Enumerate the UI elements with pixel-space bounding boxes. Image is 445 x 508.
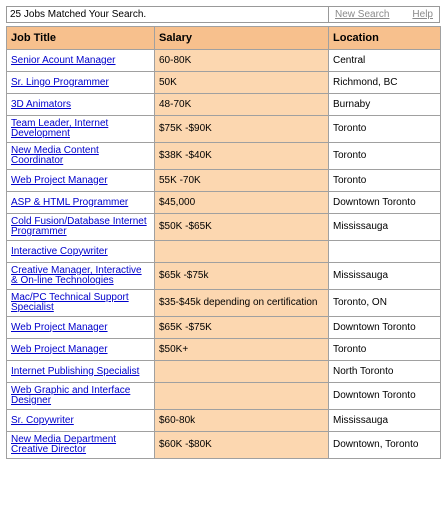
job-title-link[interactable]: Web Project Manager [11, 343, 108, 355]
table-row [7, 170, 441, 192]
jobs-table-body [7, 50, 441, 459]
job-title-link[interactable]: Web Graphic and Interface Designer [11, 385, 131, 406]
location-cell: Toronto [329, 170, 441, 192]
salary-cell: 50K [155, 72, 329, 94]
column-header-location: Location [329, 27, 441, 50]
location-cell: Toronto, ON [329, 290, 441, 317]
table-row [7, 361, 441, 383]
location-cell: Downtown, Toronto [329, 432, 441, 459]
job-title-link[interactable]: Sr. Copywriter [11, 414, 74, 426]
new-search-link[interactable]: New Search [335, 9, 390, 20]
table-row [7, 290, 441, 317]
table-row [7, 383, 441, 410]
job-title-cell [7, 50, 155, 72]
column-header-job-title: Job Title [7, 27, 155, 50]
table-row [7, 241, 441, 263]
salary-cell: $60-80k [155, 410, 329, 432]
location-cell: Mississauga [329, 410, 441, 432]
salary-cell: $65k -$75k [155, 263, 329, 290]
salary-cell: 48-70K [155, 94, 329, 116]
location-cell: Richmond, BC [329, 72, 441, 94]
job-title-link[interactable]: New Media Department Creative Director [11, 434, 117, 455]
job-title-cell [7, 432, 155, 459]
table-row [7, 50, 441, 72]
location-cell: Downtown Toronto [329, 317, 441, 339]
location-cell: Downtown Toronto [329, 383, 441, 410]
salary-cell: $65K -$75K [155, 317, 329, 339]
location-cell: Central [329, 50, 441, 72]
salary-cell: $45,000 [155, 192, 329, 214]
location-cell: Burnaby [329, 94, 441, 116]
job-title-cell [7, 143, 155, 170]
job-title-cell [7, 72, 155, 94]
job-title-cell [7, 317, 155, 339]
salary-cell: $35-$45k depending on certification [155, 290, 329, 317]
job-title-link[interactable]: Mac/PC Technical Support Specialist [11, 292, 129, 313]
location-cell: Toronto [329, 143, 441, 170]
table-row [7, 432, 441, 459]
salary-cell: 60-80K [155, 50, 329, 72]
help-link[interactable]: Help [412, 9, 433, 20]
salary-cell: $60K -$80K [155, 432, 329, 459]
table-row [7, 339, 441, 361]
job-title-cell [7, 410, 155, 432]
job-title-link[interactable]: Web Project Manager [11, 321, 108, 333]
job-title-link[interactable]: Interactive Copywriter [11, 245, 108, 257]
table-row [7, 192, 441, 214]
salary-cell [155, 361, 329, 383]
results-header [6, 6, 440, 23]
job-title-link[interactable]: ASP & HTML Programmer [11, 196, 129, 208]
job-title-cell [7, 339, 155, 361]
table-row [7, 263, 441, 290]
location-cell: North Toronto [329, 361, 441, 383]
table-row [7, 72, 441, 94]
job-title-cell [7, 94, 155, 116]
location-cell [329, 241, 441, 263]
job-title-link[interactable]: Internet Publishing Specialist [11, 365, 140, 377]
job-title-link[interactable]: Senior Acount Manager [11, 54, 116, 66]
location-cell: Toronto [329, 339, 441, 361]
job-title-link[interactable]: Team Leader, Internet Development [11, 118, 109, 139]
table-row [7, 94, 441, 116]
job-title-cell [7, 116, 155, 143]
table-row [7, 143, 441, 170]
location-cell: Mississauga [329, 263, 441, 290]
jobs-table [6, 26, 441, 459]
table-row [7, 214, 441, 241]
salary-cell [155, 241, 329, 263]
salary-cell: $75K -$90K [155, 116, 329, 143]
result-count: 25 Jobs Matched Your Search. [7, 7, 329, 22]
table-row [7, 317, 441, 339]
job-title-cell [7, 241, 155, 263]
salary-cell: 55K -70K [155, 170, 329, 192]
job-title-cell [7, 361, 155, 383]
header-links [329, 9, 439, 20]
table-row [7, 410, 441, 432]
table-row [7, 116, 441, 143]
job-title-cell [7, 170, 155, 192]
job-title-link[interactable]: Sr. Lingo Programmer [11, 76, 109, 88]
job-title-link[interactable]: Web Project Manager [11, 174, 108, 186]
job-title-cell [7, 263, 155, 290]
salary-cell: $50K+ [155, 339, 329, 361]
salary-cell [155, 383, 329, 410]
job-title-cell [7, 214, 155, 241]
job-title-link[interactable]: New Media Content Coordinator [11, 145, 99, 166]
location-cell: Mississauga [329, 214, 441, 241]
job-title-link[interactable]: Cold Fusion/Database Internet Programmer [11, 216, 147, 237]
job-title-link[interactable]: 3D Animators [11, 98, 72, 110]
job-title-cell [7, 192, 155, 214]
job-title-cell [7, 290, 155, 317]
salary-cell: $38K -$40K [155, 143, 329, 170]
location-cell: Downtown Toronto [329, 192, 441, 214]
location-cell: Toronto [329, 116, 441, 143]
salary-cell: $50K -$65K [155, 214, 329, 241]
column-header-salary: Salary [155, 27, 329, 50]
job-title-cell [7, 383, 155, 410]
job-title-link[interactable]: Creative Manager, Interactive & On-line Technologies [11, 265, 142, 286]
